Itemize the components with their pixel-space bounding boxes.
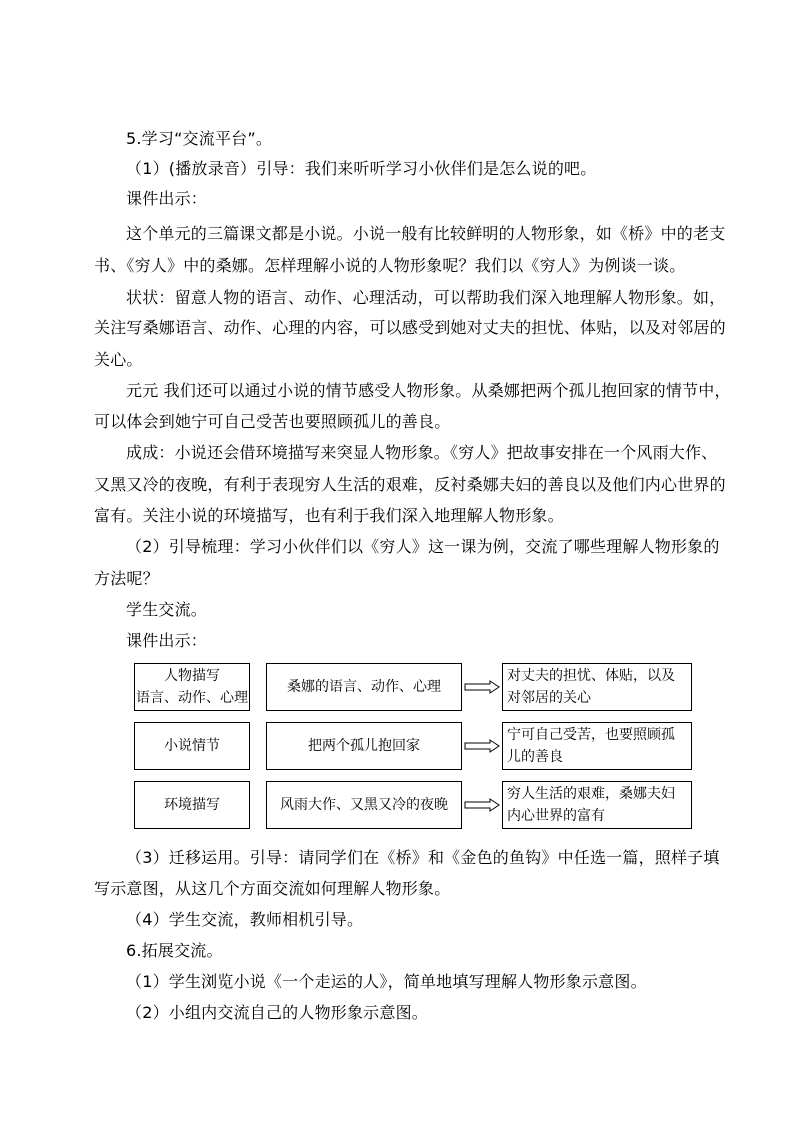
- diagram-result-label: 宁可自己受苦，也要照顾孤: [507, 727, 675, 743]
- paragraph: 富有。关注小说的环境描写，也有利于我们深入地理解人物形象。: [94, 506, 564, 525]
- paragraph: （4）学生交流，教师相机引导。: [126, 910, 364, 929]
- diagram-result-box: [502, 781, 692, 829]
- diagram-content-label: 风雨大作、又黑又冷的夜晚: [280, 797, 448, 813]
- paragraph: 书、《穷人》中的桑娜。怎样理解小说的人物形象呢？我们以《穷人》为例谈一谈。: [94, 256, 686, 275]
- paragraph: 学生交流。: [126, 600, 208, 619]
- diagram-method-label: 小说情节: [164, 738, 220, 754]
- diagram-result-label: 内心世界的富有: [507, 808, 605, 824]
- arrow-right-icon: [464, 680, 500, 694]
- paragraph: 元元 我们还可以通过小说的情节感受人物形象。从桑娜把两个孤儿抱回家的情节中，: [126, 381, 731, 400]
- paragraph: 关注写桑娜语言、动作、心理的内容，可以感受到她对丈夫的担忧、体贴，以及对邻居的: [94, 318, 726, 337]
- diagram-result-label: 穷人生活的艰难，桑娜夫妇: [507, 786, 675, 802]
- paragraph: 课件出示：: [126, 189, 208, 208]
- paragraph: 5.学习“交流平台”。: [126, 129, 273, 148]
- diagram-result-box: [502, 663, 692, 711]
- paragraph: （1）学生浏览小说《一个走运的人》，简单地填写理解人物形象示意图。: [126, 972, 647, 991]
- paragraph: （2）小组内交流自己的人物形象示意图。: [126, 1003, 428, 1022]
- arrow-right-icon: [464, 739, 500, 753]
- diagram-content-box: [266, 722, 462, 770]
- diagram-method-sublabel: 语言、动作、心理: [136, 690, 248, 706]
- diagram-result-box: [502, 722, 692, 770]
- paragraph: 可以体会到她宁可自己受苦也要照顾孤儿的善良。: [94, 412, 451, 431]
- paragraph: 方法呢？: [94, 569, 159, 588]
- paragraph: 状状：留意人物的语言、动作、心理活动，可以帮助我们深入地理解人物形象。如，: [126, 288, 726, 307]
- paragraph: 关心。: [94, 350, 143, 369]
- paragraph: 6.拓展交流。: [126, 941, 223, 960]
- diagram-result-label: 儿的善良: [507, 749, 563, 765]
- diagram-content-box: [266, 781, 462, 829]
- paragraph: 这个单元的三篇课文都是小说。小说一般有比较鲜明的人物形象，如《桥》中的老支: [126, 224, 726, 243]
- paragraph: 成成：小说还会借环境描写来突显人物形象。《穷人》把故事安排在一个风雨大作、: [126, 443, 718, 462]
- paragraph: 课件出示：: [126, 631, 208, 650]
- diagram-result-label: 对邻居的关心: [507, 690, 591, 706]
- diagram-method-box: [134, 722, 250, 770]
- diagram-content-box: [266, 663, 462, 711]
- diagram-content-label: 把两个孤儿抱回家: [308, 738, 420, 754]
- diagram-method-box: [134, 781, 250, 829]
- arrow-right-icon: [464, 798, 500, 812]
- paragraph: （2）引导梳理：学习小伙伴们以《穷人》这一课为例，交流了哪些理解人物形象的: [126, 537, 720, 556]
- paragraph: （1）(播放录音）引导：我们来听听学习小伙伴们是怎么说的吧。: [126, 159, 597, 178]
- paragraph: （3）迁移运用。引导：请同学们在《桥》和《金色的鱼钩》中任选一篇，照样子填: [126, 848, 720, 867]
- diagram-result-label: 对丈夫的担忧、体贴，以及: [507, 668, 675, 684]
- diagram-method-label: 人物描写: [164, 668, 220, 684]
- diagram-method-label: 环境描写: [164, 797, 220, 813]
- paragraph: 写示意图，从这几个方面交流如何理解人物形象。: [94, 879, 451, 898]
- diagram-content-label: 桑娜的语言、动作、心理: [287, 679, 441, 695]
- paragraph: 又黑又冷的夜晚，有利于表现穷人生活的艰难，反衬桑娜夫妇的善良以及他们内心世界的: [94, 475, 726, 494]
- diagram-method-box: [134, 663, 250, 711]
